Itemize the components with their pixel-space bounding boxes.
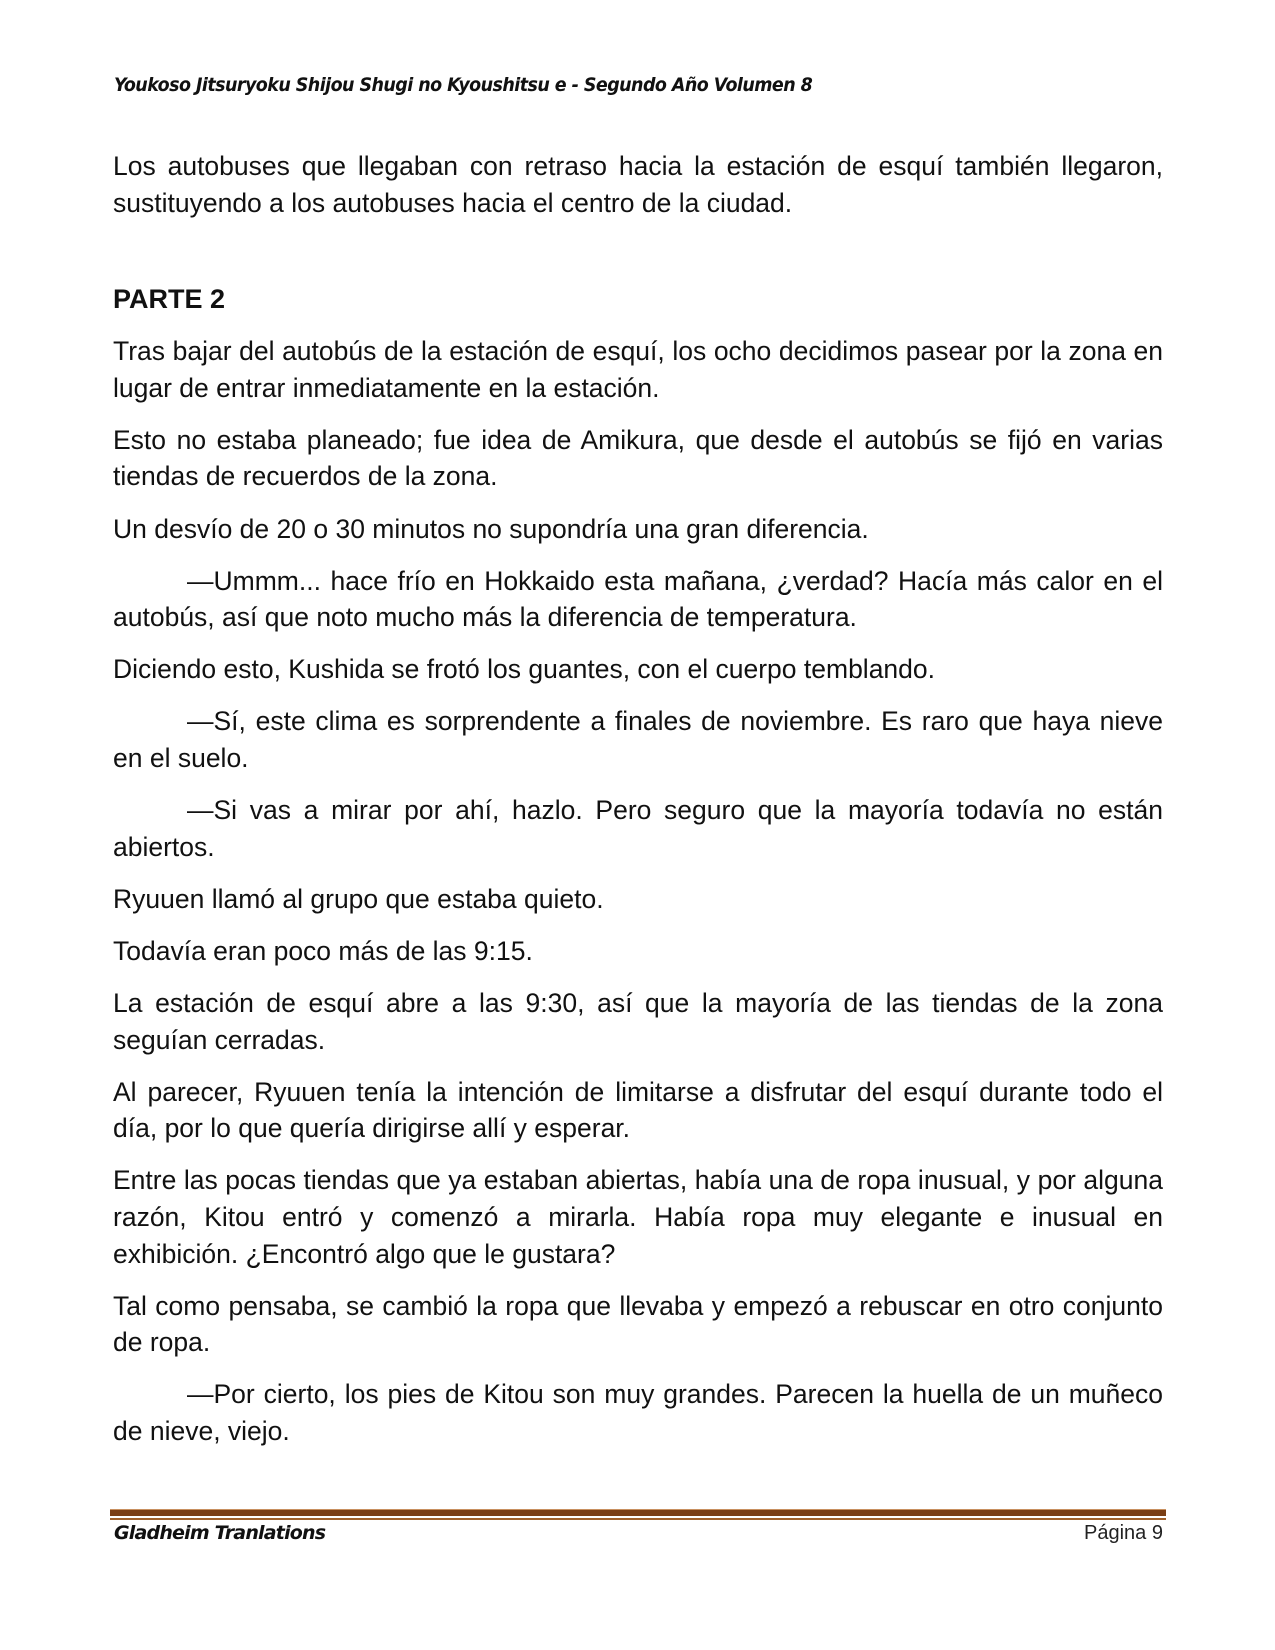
paragraph: Todavía eran poco más de las 9:15. [113, 935, 533, 966]
page-label: Página [1084, 1522, 1147, 1544]
paragraph: Los autobuses que llegaban con retraso hacia la estación de esquí también llegaron, sustituyendo a los autobuses hacia el centro de la ciudad. [113, 151, 1163, 218]
paragraph: Esto no estaba planeado; fue idea de Amikura, que desde el autobús se fijó en varias tiendas de recuerdos de la zona. [113, 424, 1163, 492]
paragraph: La estación de esquí abre a las 9:30, así que la mayoría de las tiendas de la zona seguían cerradas. [113, 988, 1163, 1055]
footer-credit: Gladheim Tranlations [114, 1522, 326, 1544]
footer-rule [110, 1509, 1166, 1518]
running-header: Youkoso Jitsuryoku Shijou Shugi no Kyoushitsu e - Segundo Año Volumen 8 [114, 74, 813, 96]
paragraph: Diciendo esto, Kushida se frotó los guantes, con el cuerpo temblando. [113, 654, 936, 685]
paragraph: Al parecer, Ryuuen tenía la intención de limitarse a disfrutar del esquí durante todo el día, por lo que quería dirigirse allí y esperar. [113, 1076, 1163, 1144]
page-number-value: 9 [1151, 1522, 1163, 1544]
dialogue-paragraph: —Ummm... hace frío en Hokkaido esta mañana, ¿verdad? Hacía más calor en el autobús, así que noto mucho más la diferencia de temperatura. [113, 565, 1163, 633]
dialogue-paragraph: —Si vas a mirar por ahí, hazlo. Pero seguro que la mayoría todavía no están abiertos. [113, 795, 1163, 862]
paragraph: Un desvío de 20 o 30 minutos no supondría una gran diferencia. [113, 513, 869, 544]
page-body [113, 148, 1163, 1465]
paragraph: Entre las pocas tiendas que ya estaban abiertas, había una de ropa inusual, y por alguna razón, Kitou entró y comenzó a mirarla. Había ropa muy elegante e inusual en exhibición. ¿Encontró algo que le gustara? [113, 1165, 1163, 1269]
paragraph: Tras bajar del autobús de la estación de esquí, los ocho decidimos pasear por la zona en lugar de entrar inmediatamente en la estación. [113, 336, 1163, 403]
paragraph: Tal como pensaba, se cambió la ropa que llevaba y empezó a rebuscar en otro conjunto de ropa. [113, 1290, 1163, 1358]
paragraph: Ryuuen llamó al grupo que estaba quieto. [113, 883, 604, 914]
section-heading: PARTE 2 [113, 284, 226, 315]
dialogue-paragraph: —Sí, este clima es sorprendente a finales de noviembre. Es raro que haya nieve en el suelo. [113, 706, 1163, 774]
page-number [1084, 1522, 1163, 1545]
dialogue-paragraph: —Por cierto, los pies de Kitou son muy grandes. Parecen la huella de un muñeco de nieve, viejo. [113, 1379, 1163, 1446]
